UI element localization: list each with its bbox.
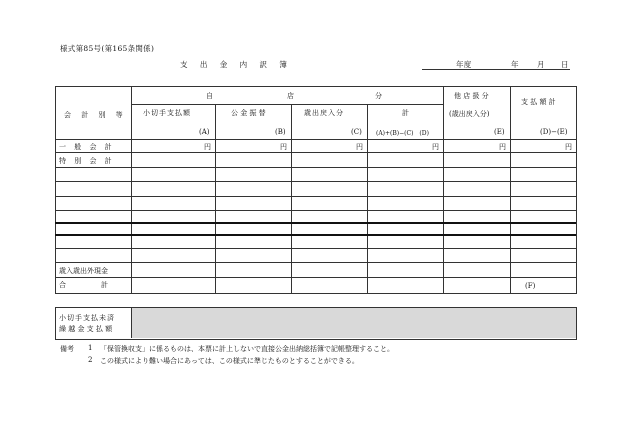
form-number: 様式第85号(第165条関係) [60, 44, 155, 53]
row-sainyu-saishutsu: 歳入歳出外現金 [59, 267, 108, 275]
header-kei: 計 [402, 109, 409, 117]
hline-r8 [55, 277, 576, 278]
vline-2 [215, 104, 216, 293]
unpaid-shaded-area [131, 308, 576, 338]
header-koukin-mark: (B) [275, 128, 286, 136]
day-label: 日 [561, 60, 569, 69]
yen-unit-e: 円 [499, 143, 506, 151]
note-2-number: 2 [88, 356, 93, 364]
yen-unit-b: 円 [280, 143, 287, 151]
header-saishutsu-mark: (C) [351, 128, 362, 136]
thick-divider-2 [55, 234, 576, 236]
row-gokei: 合 計 [59, 281, 108, 289]
header-taten-sub: (歳出戻入分) [449, 110, 490, 118]
yen-unit-c: 円 [356, 143, 363, 151]
row-ippan-kaikei: 一 般 会 計 [59, 143, 115, 151]
header-kei-mark: (A)+(B)−(C) (D) [376, 130, 429, 137]
vline-4 [367, 104, 368, 293]
month-label: 月 [537, 60, 545, 69]
year-label: 年 [511, 60, 519, 69]
header-koukin: 公 金 振 替 [231, 109, 266, 117]
yen-unit-f: 円 [565, 143, 572, 151]
gokei-mark: (F) [525, 282, 536, 290]
header-jiten-3: 分 [375, 92, 382, 100]
yen-unit-a: 円 [204, 143, 211, 151]
document-title: 支 出 金 内 訳 簿 [180, 60, 292, 69]
hline-header-bottom [55, 139, 576, 140]
hline-r6 [55, 248, 576, 249]
hline-r7 [55, 262, 576, 263]
header-shiharai-mark: (D)−(E) [540, 128, 568, 136]
header-saishutsu: 歳出戻入分 [304, 109, 344, 117]
header-jiten-2: 店 [287, 92, 294, 100]
yen-unit-d: 円 [432, 143, 439, 151]
hline-r4 [55, 196, 576, 197]
notes-heading: 備考 [60, 345, 74, 353]
header-kaikei-betsu: 会 計 別 等 [64, 111, 127, 119]
header-taten-mark: (E) [494, 128, 505, 136]
hline-r1 [55, 152, 576, 153]
header-kogitte-mark: (A) [199, 128, 210, 136]
fiscal-year-label: 年度 [456, 60, 472, 69]
header-kogitte: 小切手支払額 [143, 109, 191, 117]
header-taten: 他 店 扱 分 [454, 92, 489, 100]
hline-r3 [55, 181, 576, 182]
header-jiten-1: 自 [206, 92, 213, 100]
thick-divider-1 [55, 222, 576, 224]
row-tokubetsu-kaikei: 特 別 会 計 [59, 157, 115, 165]
unpaid-label-line2: 繰 越 金 支 払 額 [59, 325, 113, 333]
note-1: 「保管換収支」に係るものは、本票に計上しないで直接公金出納総括簿で記帳整理すること。 [100, 345, 394, 353]
unpaid-label-line1: 小切手支払未済 [59, 314, 115, 322]
hline-jiten [131, 104, 443, 105]
vline-3 [291, 104, 292, 293]
hline-r5 [55, 210, 576, 211]
date-underline [422, 69, 570, 70]
note-1-number: 1 [88, 344, 93, 352]
note-2: この様式により難い場合にあっては、この様式に準じたものとすることができる。 [100, 357, 359, 365]
header-shiharai: 支 払 額 計 [521, 98, 556, 106]
hline-r2 [55, 167, 576, 168]
